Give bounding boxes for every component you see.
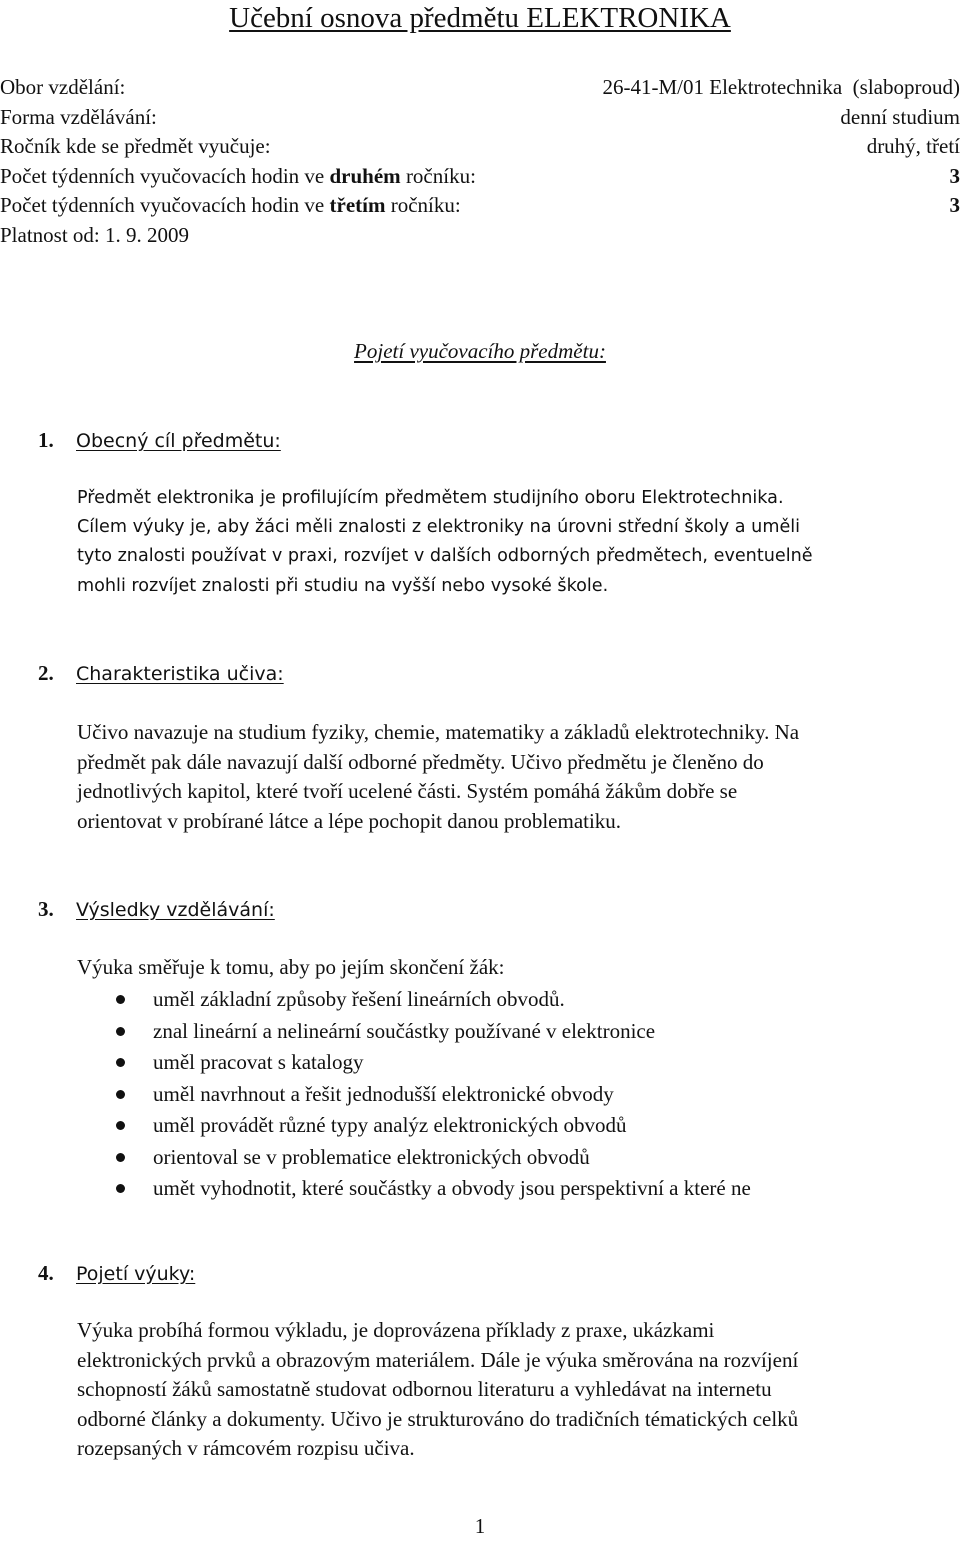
list-item: uměl pracovat s katalogy (0, 1047, 960, 1079)
rocnik-value: druhý, třetí (866, 134, 960, 158)
bullet-icon (116, 1090, 125, 1099)
meta-block (0, 73, 960, 250)
section-2-text: Učivo navazuje na studium fyziky, chemie, matematiky a základů elektrotechniky. Na předmět pak dále navazují další odborné předměty. Učivo předmětu je členěno do jednotlivých kapitol, které tvoří ucelené části. Systém pomáhá žákům dobře se orientovat v probírané látce a lépe pochopit danou problematiku. (77, 720, 800, 833)
obor-label: Obor vzdělání: (0, 75, 126, 99)
meta-row-obor (0, 73, 960, 103)
meta-row-rocnik (0, 132, 960, 162)
forma-value: denní studium (840, 104, 960, 129)
meta-row-platnost (0, 221, 960, 251)
meta-row-hodiny-druhy (0, 162, 960, 192)
bullet-icon (116, 1027, 125, 1036)
section-2-heading: 2. Charakteristika učiva: (38, 661, 284, 685)
rocnik-label: Ročník kde se předmět vyučuje: (0, 134, 271, 158)
section-1-text: Předmět elektronika je profilujícím předmětem studijního oboru Elektrotechnika. Cílem výuky je, aby žáci měli znalosti z elektroniky na úrovni střední školy a uměli tyto znalosti používat v praxi, rozvíjet v dalších odborných předmětech, eventuelně mohli rozvíjet znalosti při studiu na vyšší nebo vysoké škole. (77, 488, 813, 596)
platnost-text: Platnost od: 1. 9. 2009 (0, 222, 190, 247)
meta-row-forma (0, 103, 960, 133)
bullet-icon (116, 1058, 125, 1067)
list-item: znal lineární a nelineární součástky používané v elektronice (0, 1016, 960, 1048)
hodiny-druhy-value: 3 (949, 163, 960, 188)
list-item: uměl provádět různé typy analýz elektronických obvodů (0, 1110, 960, 1142)
section-1-heading: 1. Obecný cíl předmětu: (38, 428, 281, 452)
meta-row-hodiny-treti (0, 191, 960, 221)
hodiny-treti-value: 3 (949, 193, 960, 217)
section-3-intro: Výuka směřuje k tomu, aby po jejím skončení žák: (77, 955, 505, 979)
hodiny-treti-label: Počet týdenních vyučovacích hodin ve třetím ročníku: (0, 193, 461, 217)
obor-value: 26-41-M/01 Elektrotechnika (slaboproud) (602, 75, 960, 99)
list-item: orientoval se v problematice elektronických obvodů (0, 1142, 960, 1174)
forma-label: Forma vzdělávání: (0, 104, 157, 129)
list-item: uměl základní způsoby řešení lineárních obvodů. (0, 984, 960, 1016)
document-title: Učební osnova předmětu ELEKTRONIKA (229, 2, 731, 34)
results-list (0, 984, 960, 1205)
bullet-icon (116, 1153, 125, 1162)
section-4-heading: 4. Pojetí výuky: (38, 1261, 196, 1285)
bullet-icon (116, 1184, 125, 1193)
list-item: uměl navrhnout a řešit jednodušší elektronické obvody (0, 1079, 960, 1111)
section-3-heading: 3. Výsledky vzdělávání: (38, 897, 275, 921)
list-item: umět vyhodnotit, které součástky a obvody jsou perspektivní a které ne (0, 1173, 960, 1205)
page-number: 1 (474, 1514, 486, 1538)
bullet-icon (116, 1121, 125, 1130)
hodiny-druhy-label: Počet týdenních vyučovacích hodin ve druhém ročníku: (0, 163, 476, 188)
section-4-text: Výuka probíhá formou výkladu, je doprovázena příklady z praxe, ukázkami elektronických prvků a obrazovým materiálem. Dále je výuka směrována na rozvíjení schopností žáků samostatně studovat odbornou literaturu a vyhledávat na internetu odborné články a dokumenty. Učivo je strukturováno do tradičních tématických celků rozepsaných v rámcovém rozpisu učiva. (77, 1318, 799, 1460)
bullet-icon (116, 995, 125, 1004)
pojeti-heading: Pojetí vyučovacího předmětu: (354, 339, 606, 363)
